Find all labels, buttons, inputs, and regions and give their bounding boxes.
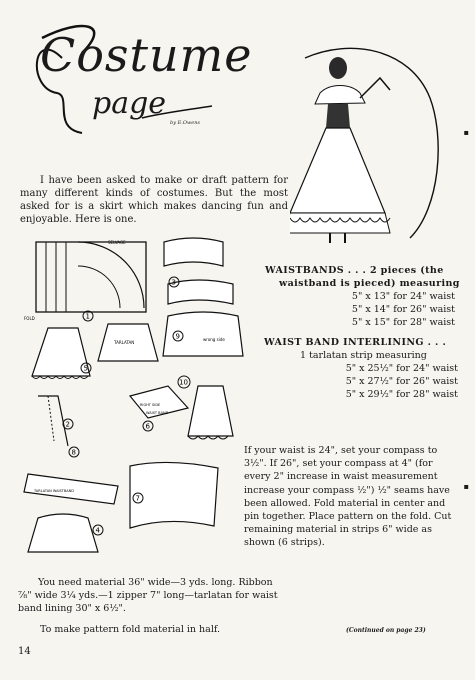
title-costume: Costume xyxy=(40,28,253,82)
waistband-row-26: 5" x 14" for 26" waist xyxy=(351,304,455,315)
dancer-illustration xyxy=(290,38,460,268)
step-8: 8 xyxy=(71,448,76,457)
step-10: 10 xyxy=(179,378,188,387)
title-page: page xyxy=(92,86,167,121)
instructions-paragraph: If your waist is 24", set your compass to 3½". If 26", set your compass at 4" (for every 2" increase in waist measurement increase your compass ½") ½" seams have been allowed. Fold material in center and pin together. Place pattern on the fold. Cut remaining material in strips 6" wide as shown (6 strips). xyxy=(244,445,452,549)
step-1: 1 xyxy=(85,312,90,321)
waistbands-heading-2: waistband is pieced) measuring xyxy=(279,278,460,289)
byline: by E.Owens xyxy=(170,120,200,126)
step-5: 5 xyxy=(83,364,88,373)
step-4: 4 xyxy=(95,526,100,535)
label-wrong-side: wrong side xyxy=(203,337,225,342)
interlining-heading: WAIST BAND INTERLINING . . . xyxy=(264,337,447,348)
label-tarlatan: TARLATAN xyxy=(114,340,135,345)
edge-mark-top: ▪ xyxy=(463,128,469,137)
label-selvage: SELVAGE xyxy=(108,240,126,245)
interlining-row-24: 5" x 25½" for 24" waist xyxy=(345,363,458,374)
label-fold: FOLD xyxy=(24,316,35,321)
waistband-row-24: 5" x 13" for 24" waist xyxy=(351,291,455,302)
continued-note: (Continued on page 23) xyxy=(346,627,426,634)
label-tarlatan-waistband: TARLATAN WAISTBAND xyxy=(34,489,75,493)
page-number: 14 xyxy=(18,646,31,657)
title-block xyxy=(22,18,253,138)
step-7: 7 xyxy=(135,494,140,503)
material-paragraph: You need material 36" wide—3 yds. long. Ribbon ⅞" wide 3¼ yds.—1 zipper 7" long—tarlatan for waist band lining 30" x 6½". xyxy=(18,577,278,614)
waistbands-block xyxy=(265,264,465,329)
interlining-block xyxy=(264,336,468,401)
interlining-row-26: 5" x 27½" for 26" waist xyxy=(345,376,458,387)
interlining-subheading: 1 tarlatan strip measuring xyxy=(300,350,427,361)
label-right-side: RIGHT SIDE xyxy=(140,403,161,407)
step-3: 3 xyxy=(171,278,176,287)
step-9: 9 xyxy=(175,332,180,341)
intro-paragraph: I have been asked to make or draft pattern for many different kinds of costumes. But the most asked for is a skirt which makes dancing fun and enjoyable. Here is one. xyxy=(20,175,288,225)
step-6: 6 xyxy=(145,422,150,431)
edge-mark-bottom: ▪ xyxy=(463,482,469,491)
fold-note: To make pattern fold material in half. xyxy=(40,624,221,635)
interlining-row-28: 5" x 29½" for 28" waist xyxy=(345,389,458,400)
label-waist-band: WAIST BAND xyxy=(146,411,169,415)
waistbands-heading-1: WAISTBANDS . . . 2 pieces (the xyxy=(265,265,444,276)
waistband-row-28: 5" x 15" for 28" waist xyxy=(351,317,455,328)
pattern-diagrams xyxy=(18,236,258,566)
step-2: 2 xyxy=(65,420,70,429)
